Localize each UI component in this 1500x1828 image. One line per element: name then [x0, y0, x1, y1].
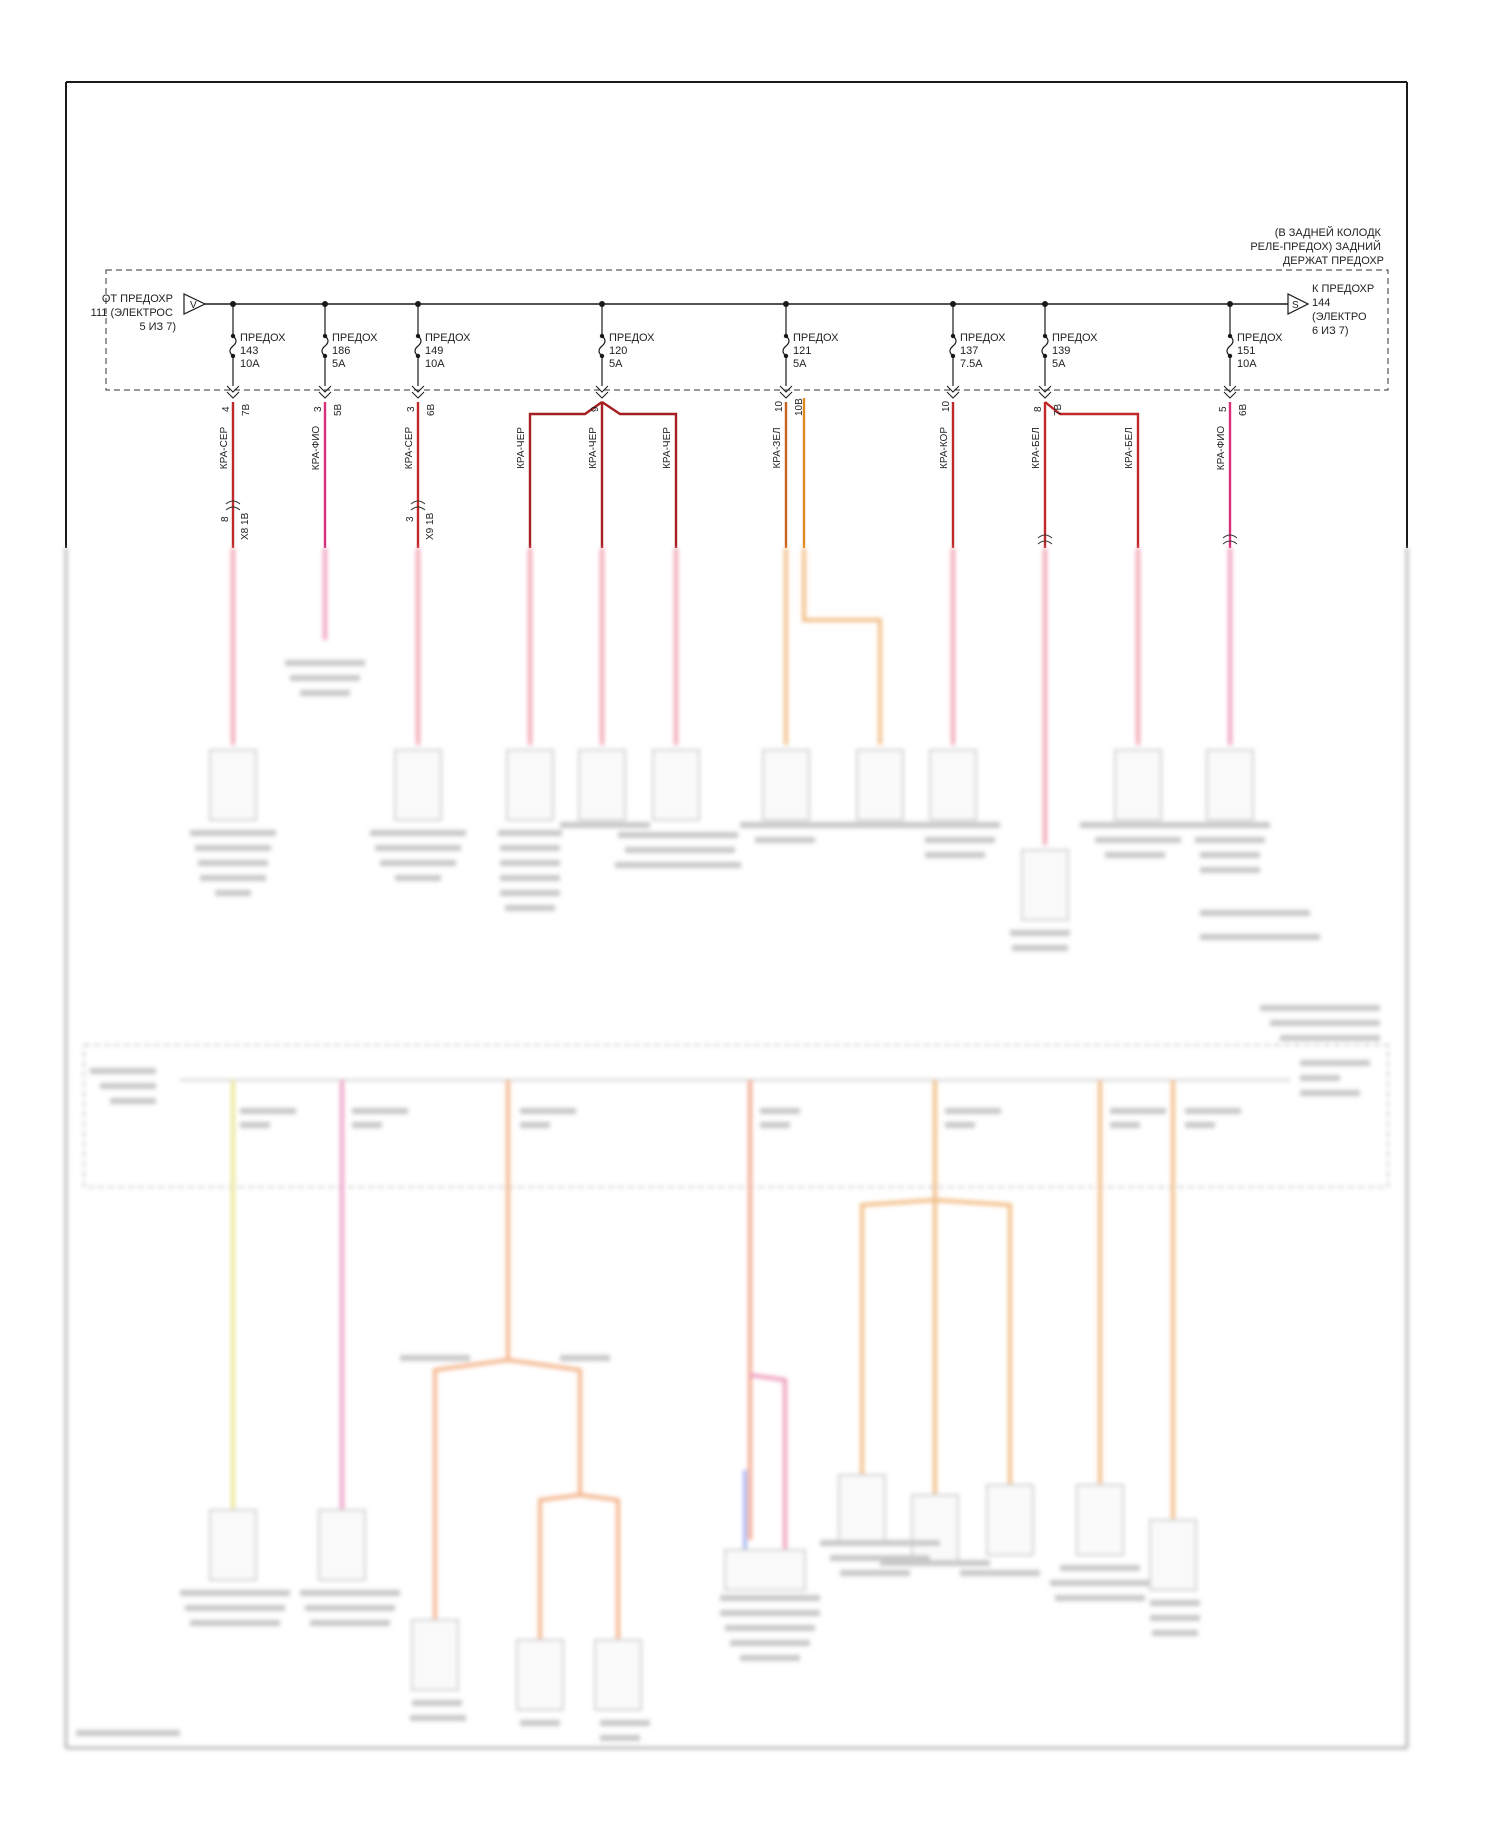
wire-labels	[219, 426, 1227, 471]
pin-number: 4	[221, 406, 232, 412]
connector-id: 6B	[1238, 403, 1249, 416]
wire-color-label: КРА-БЕЛ	[1031, 427, 1042, 469]
fuse-block-box	[106, 270, 1388, 390]
connector-id: 7B	[241, 403, 252, 416]
connector-icon	[319, 386, 331, 398]
pin-number: 5	[1218, 406, 1229, 412]
pin-number: 10	[774, 400, 785, 412]
wire-color-label: КРА-СЕР	[219, 426, 230, 470]
fuse-121	[780, 301, 839, 398]
wire-color-label: КРА-ЧЕР	[516, 427, 527, 469]
fuse-label	[1237, 332, 1283, 370]
connector-icon	[1039, 386, 1051, 398]
pin-number: 9	[590, 406, 601, 412]
fuse-label	[793, 332, 839, 370]
fuse-label-text: ПРЕДОХ	[793, 332, 839, 344]
fuse-151	[1224, 301, 1283, 398]
inline-conn-id: X8 1B	[240, 512, 251, 540]
connector-id: 5B	[333, 403, 344, 416]
fuse-rating: 10A	[240, 358, 260, 370]
fuse-number: 149	[425, 345, 444, 357]
fuse-block-label	[1250, 226, 1384, 267]
fuse-rating: 7.5A	[960, 358, 983, 370]
wire-color-label: КРА-СЕР	[404, 426, 415, 470]
fuse-rating: 5A	[793, 358, 807, 370]
fuse-number: 186	[332, 345, 351, 357]
fuse-label-text: ПРЕДОХ	[425, 332, 471, 344]
fuse-number: 137	[960, 345, 979, 357]
fuse-block-label-line: (В ЗАДНЕЙ КОЛОДК	[1274, 227, 1381, 239]
fuse-icon	[415, 336, 421, 356]
inline-connector-x9	[405, 501, 436, 540]
destination-line: 6 ИЗ 7)	[1312, 325, 1349, 337]
fuse-icon	[322, 336, 328, 356]
fuse-label-text: ПРЕДОХ	[1237, 332, 1283, 344]
connector-icon	[596, 386, 608, 398]
fuse-120	[596, 301, 655, 398]
source-line: 5 ИЗ 7)	[139, 321, 176, 333]
wire-color-label: КРА-ЗЕЛ	[772, 427, 783, 469]
inline-connector-x8	[220, 501, 251, 540]
pin-number: 8	[1033, 406, 1044, 412]
fuse-rating: 10A	[1237, 358, 1257, 370]
connector-icon	[1224, 386, 1236, 398]
fuse-186	[319, 301, 378, 398]
fuse-label	[425, 332, 471, 370]
fuse-icon	[783, 336, 789, 356]
fuse-label-text: ПРЕДОХ	[960, 332, 1006, 344]
destination-to-fuse-144	[1288, 283, 1377, 337]
fuse-rating: 5A	[1052, 358, 1066, 370]
fuse-icon	[230, 336, 236, 356]
outer-frame	[66, 82, 1407, 548]
fuse-label	[609, 332, 655, 370]
fuse-number: 121	[793, 345, 812, 357]
connector-icon	[947, 386, 959, 398]
fuse-icon	[950, 336, 956, 356]
pin-number: 3	[406, 406, 417, 412]
inline-conn-id: X9 1B	[425, 512, 436, 540]
connector-icon	[412, 386, 424, 398]
wire-color-label: КРА-КОР	[939, 427, 950, 469]
fuse-label-text: ПРЕДОХ	[1052, 332, 1098, 344]
pin-number: 10	[941, 400, 952, 412]
svg-text:К ПРЕДОХР 144 (ЭЛЕ	[1312, 283, 1377, 337]
destination-tag: S	[1292, 300, 1299, 311]
destination-line: (ЭЛЕКТРО	[1312, 311, 1367, 323]
source-line: ОТ ПРЕДОХР	[101, 293, 173, 305]
fuse-label-text: ПРЕДОХ	[240, 332, 286, 344]
fuse-group	[227, 301, 1283, 398]
fuse-number: 139	[1052, 345, 1071, 357]
inline-pin: 3	[405, 516, 416, 522]
inline-pin: 8	[220, 516, 231, 522]
fuse-label	[960, 332, 1006, 370]
fuse-number: 151	[1237, 345, 1256, 357]
fuse-label	[1052, 332, 1098, 370]
source-line: 111 (ЭЛЕКТРОС	[90, 307, 173, 319]
connector-icon	[780, 386, 792, 398]
fuse-number: 120	[609, 345, 628, 357]
wire-color-label: КРА-ЧЕР	[588, 427, 599, 469]
connector-icon	[227, 386, 239, 398]
fuse-label	[240, 332, 286, 370]
fuse-icon	[1042, 336, 1048, 356]
fuse-icon	[599, 336, 605, 356]
fuse-rating: 5A	[332, 358, 346, 370]
blurred-lower-region	[66, 548, 1407, 1748]
fuse-137	[947, 301, 1006, 398]
fuse-label	[332, 332, 378, 370]
fuse-label-text: ПРЕДОХ	[609, 332, 655, 344]
fuse-block-label-line: РЕЛЕ-ПРЕДОХ) ЗАДНИЙ	[1250, 241, 1381, 253]
wire-color-label: КРА-ЧЕР	[662, 427, 673, 469]
wires-top	[233, 398, 1230, 548]
fuse-149	[412, 301, 471, 398]
fuse-block-label-line: ДЕРЖАТ ПРЕДОХР	[1282, 255, 1384, 267]
connector-id: 10B	[794, 398, 805, 416]
fuse-rating: 10A	[425, 358, 445, 370]
fuse-139	[1039, 301, 1098, 398]
fuse-rating: 5A	[609, 358, 623, 370]
wire-color-label: КРА-ФИО	[1216, 425, 1227, 471]
fuse-icon	[1227, 336, 1233, 356]
source-from-fuse-111	[91, 293, 205, 333]
fuse-label-text: ПРЕДОХ	[332, 332, 378, 344]
fuse-number: 143	[240, 345, 259, 357]
wire-color-label: КРА-ФИО	[311, 425, 322, 471]
pin-number: 3	[313, 406, 324, 412]
wire-color-label: КРА-БЕЛ	[1124, 427, 1135, 469]
source-tag: V	[190, 300, 197, 311]
connector-id: 7B	[1053, 403, 1064, 416]
connector-id: 6B	[426, 403, 437, 416]
svg-text:ОТ ПРЕДОХР 111 (ЭЛЕКТРОС	[91, 293, 176, 333]
destination-line: 144	[1312, 297, 1331, 309]
destination-line: К ПРЕДОХР	[1312, 283, 1375, 295]
fuse-143	[227, 301, 286, 398]
